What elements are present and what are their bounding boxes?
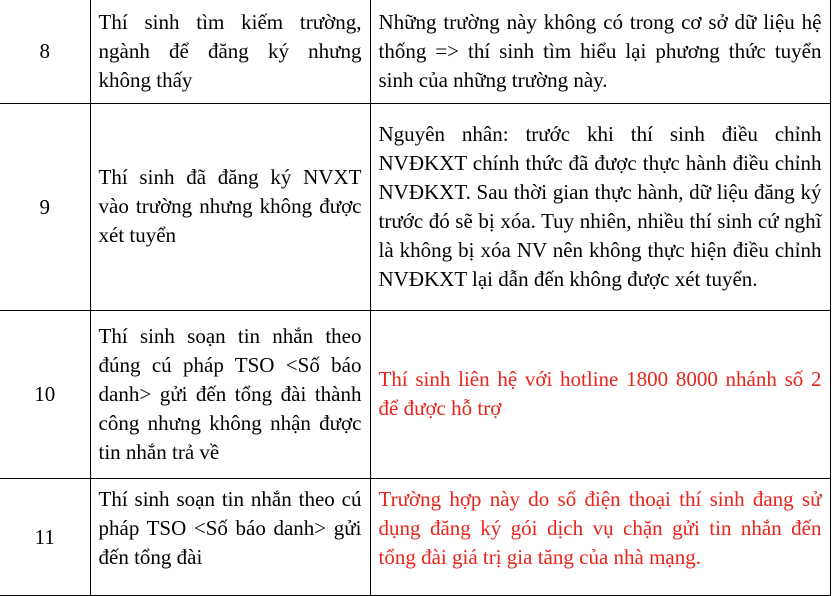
row-number: 10 bbox=[0, 311, 90, 479]
issue-cell: Thí sinh tìm kiếm trường, ngành để đăng ký nhưng không thấy bbox=[90, 0, 370, 104]
issue-cell: Thí sinh đã đăng ký NVXT vào trường nhưng không được xét tuyển bbox=[90, 104, 370, 311]
issue-cell: Thí sinh soạn tin nhắn theo cú pháp TSO <Số báo danh> gửi đến tổng đài bbox=[90, 479, 370, 596]
resolution-cell: Nguyên nhân: trước khi thí sinh điều chỉnh NVĐKXT chính thức đã được thực hành điều chỉnh NVĐKXT. Sau thời gian thực hành, dữ liệu đăng ký trước đó sẽ bị xóa. Tuy nhiên, nhiều thí sinh cứ nghĩ là không bị xóa NV nên không thực hiện điều chỉnh NVĐKXT lại dẫn đến không được xét tuyển. bbox=[370, 104, 830, 311]
row-number: 9 bbox=[0, 104, 90, 311]
resolution-cell: Thí sinh liên hệ với hotline 1800 8000 nhánh số 2 để được hỗ trợ bbox=[370, 311, 830, 479]
row-number: 11 bbox=[0, 479, 90, 596]
table-row bbox=[0, 479, 830, 596]
table-row bbox=[0, 311, 830, 479]
resolution-cell: Những trường này không có trong cơ sở dữ liệu hệ thống => thí sinh tìm hiểu lại phương thức tuyển sinh của những trường này. bbox=[370, 0, 830, 104]
table-row bbox=[0, 0, 830, 104]
row-number: 8 bbox=[0, 0, 90, 104]
issue-cell: Thí sinh soạn tin nhắn theo đúng cú pháp TSO <Số báo danh> gửi đến tổng đài thành công nhưng không nhận được tin nhắn trả về bbox=[90, 311, 370, 479]
table-row bbox=[0, 104, 830, 311]
resolution-cell: Trường hợp này do số điện thoại thí sinh đang sử dụng đăng ký gói dịch vụ chặn gửi tin nhắn đến tổng đài giá trị gia tăng của nhà mạng. bbox=[370, 479, 830, 596]
